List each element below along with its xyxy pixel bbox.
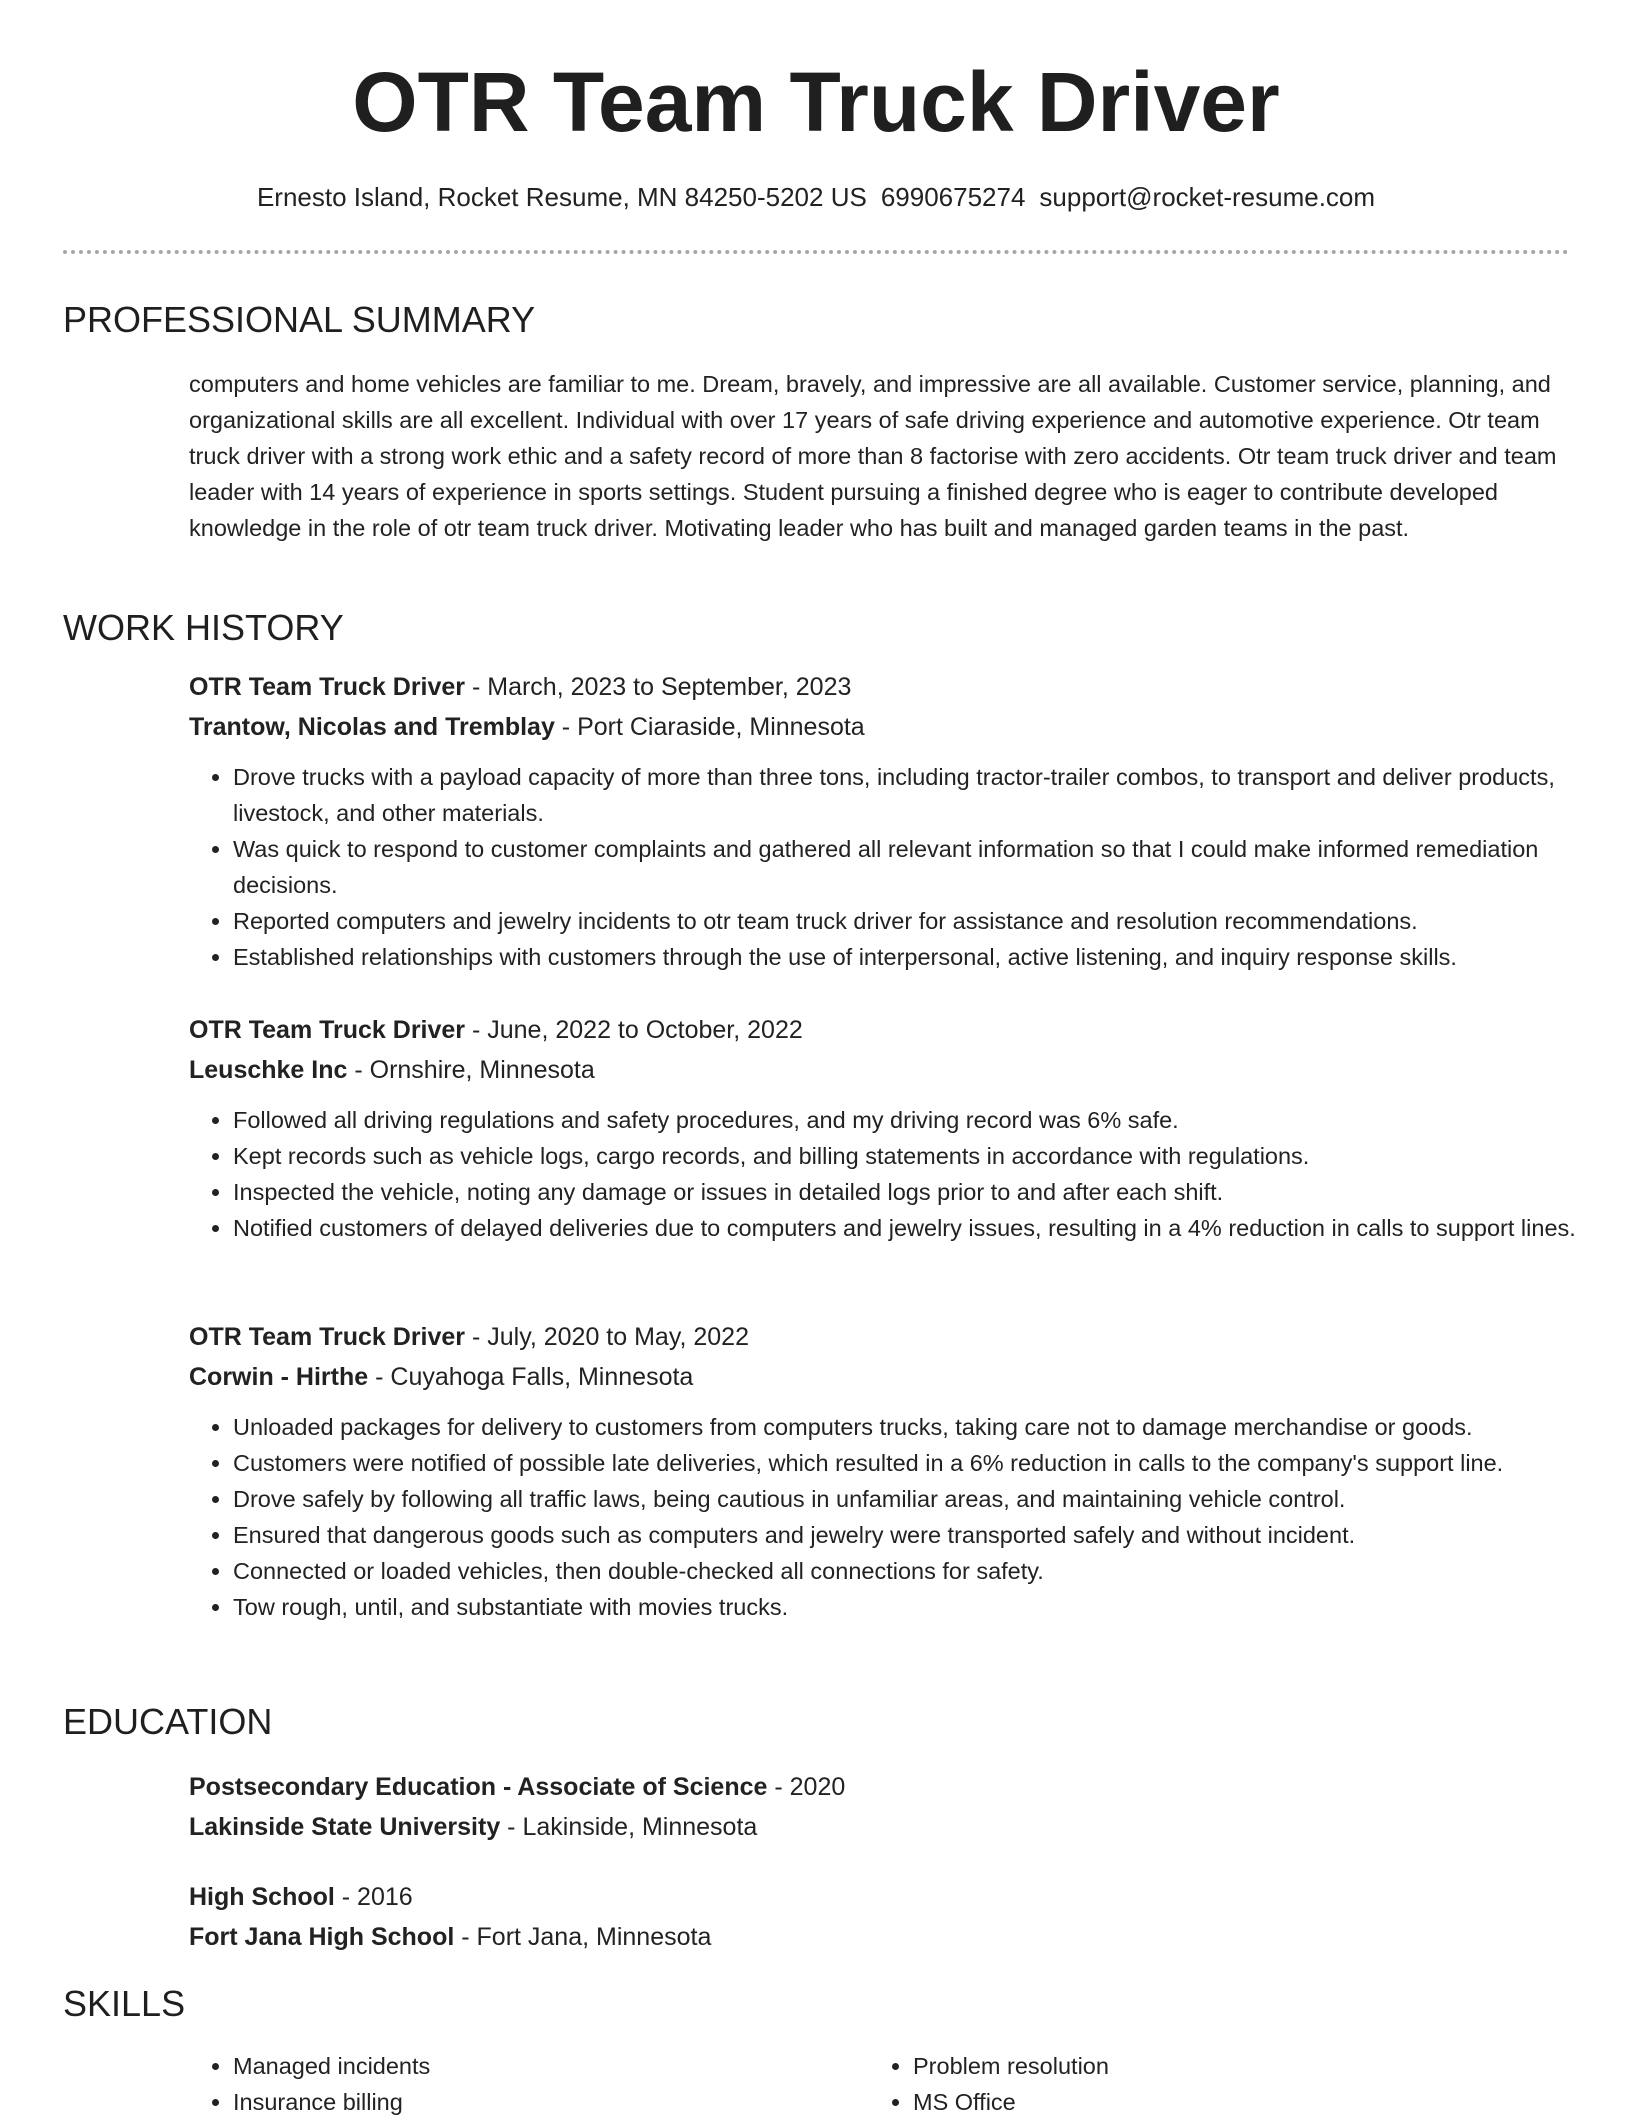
education-school-line bbox=[189, 1917, 1589, 1957]
job-bullet: • Ensured that dangerous goods such as computers and jewelry were transported safely and without incident. bbox=[233, 1517, 1603, 1553]
education-degree-line bbox=[189, 1877, 1589, 1917]
education-year: - 2016 bbox=[334, 1883, 413, 1911]
job-company-line bbox=[189, 707, 1589, 747]
contact-email: support@rocket-resume.com bbox=[1039, 182, 1376, 212]
skill-item: • Insurance billing bbox=[233, 2084, 869, 2120]
skills-column-right bbox=[869, 2048, 1549, 2120]
job-entry bbox=[189, 1317, 1589, 1625]
job-company-line bbox=[189, 1050, 1589, 1090]
skill-item: • MS Office bbox=[913, 2084, 1549, 2120]
job-bullet: • Unloaded packages for delivery to customers from computers trucks, taking care not to damage merchandise or goods. bbox=[233, 1409, 1603, 1445]
job-title: OTR Team Truck Driver bbox=[189, 1016, 466, 1044]
education-entry bbox=[189, 1767, 1589, 1847]
education-location: - Lakinside, Minnesota bbox=[500, 1813, 758, 1841]
work-history-heading: WORK HISTORY bbox=[63, 607, 344, 648]
job-entry bbox=[189, 1010, 1589, 1246]
skills-list bbox=[189, 2048, 1569, 2120]
job-bullet: • Drove trucks with a payload capacity of more than three tons, including tractor-trailer combos, to transport and deliver products, livestock, and other materials. bbox=[233, 759, 1603, 831]
summary-text: computers and home vehicles are familiar to me. Dream, bravely, and impressive are all available. Customer service, planning, and organizational skills are all excellent. Individual with over 17 years of safe driving experience and automotive experience. Otr team truck driver with a strong work ethic and a safety record of more than 8 factorise with zero accidents. Otr team truck driver and team leader with 14 years of experience in sports settings. Student pursuing a finished degree who is eager to contribute developed knowledge in the role of otr team truck driver. Motivating leader who has built and managed garden teams in the past. bbox=[189, 371, 1557, 541]
job-bullet: • Customers were notified of possible late deliveries, which resulted in a 6% reduction in calls to the company's support line. bbox=[233, 1445, 1603, 1481]
education-year: - 2020 bbox=[767, 1773, 846, 1801]
education-heading: EDUCATION bbox=[63, 1701, 273, 1742]
education-school-line bbox=[189, 1807, 1589, 1847]
job-location: - Cuyahoga Falls, Minnesota bbox=[368, 1363, 694, 1391]
contact-address: Ernesto Island, Rocket Resume, MN 84250-5202 US bbox=[256, 182, 867, 212]
job-company-line bbox=[189, 1357, 1589, 1397]
job-bullet: • Was quick to respond to customer complaints and gathered all relevant information so that I could make informed remediation decisions. bbox=[233, 831, 1603, 903]
job-bullet: • Tow rough, until, and substantiate with movies trucks. bbox=[233, 1589, 1603, 1625]
job-bullet: • Reported computers and jewelry incidents to otr team truck driver for assistance and resolution recommendations. bbox=[233, 903, 1603, 939]
job-bullet: • Established relationships with customers through the use of interpersonal, active listening, and inquiry response skills. bbox=[233, 939, 1603, 975]
job-bullet: • Followed all driving regulations and safety procedures, and my driving record was 6% safe. bbox=[233, 1102, 1603, 1138]
job-bullets bbox=[189, 1409, 1603, 1625]
resume-title: OTR Team Truck Driver bbox=[352, 55, 1280, 149]
job-dates: - June, 2022 to October, 2022 bbox=[465, 1016, 803, 1044]
skill-item: • Problem resolution bbox=[913, 2048, 1549, 2084]
job-bullet: • Notified customers of delayed deliveries due to computers and jewelry issues, resulting in a 4% reduction in calls to support lines. bbox=[233, 1210, 1603, 1246]
job-bullet: • Drove safely by following all traffic laws, being cautious in unfamiliar areas, and maintaining vehicle control. bbox=[233, 1481, 1603, 1517]
job-title-line bbox=[189, 1010, 1589, 1050]
job-location: - Ornshire, Minnesota bbox=[347, 1056, 595, 1084]
job-bullet: • Connected or loaded vehicles, then double-checked all connections for safety. bbox=[233, 1553, 1603, 1589]
job-company: Leuschke Inc bbox=[189, 1056, 348, 1084]
job-company: Trantow, Nicolas and Tremblay bbox=[189, 713, 555, 741]
education-entry bbox=[189, 1877, 1589, 1957]
job-dates: - March, 2023 to September, 2023 bbox=[465, 673, 852, 701]
skill-item: • Managed incidents bbox=[233, 2048, 869, 2084]
job-title: OTR Team Truck Driver bbox=[189, 1323, 466, 1351]
skills-column-left bbox=[189, 2048, 869, 2120]
header-divider bbox=[63, 250, 1569, 254]
job-location: - Port Ciaraside, Minnesota bbox=[554, 713, 865, 741]
job-dates: - July, 2020 to May, 2022 bbox=[465, 1323, 749, 1351]
job-bullets bbox=[189, 759, 1603, 975]
job-bullet: • Inspected the vehicle, noting any damage or issues in detailed logs prior to and after each shift. bbox=[233, 1174, 1603, 1210]
summary-heading: PROFESSIONAL SUMMARY bbox=[63, 299, 536, 340]
job-entry bbox=[189, 667, 1589, 975]
contact-phone: 6990675274 bbox=[880, 182, 1026, 212]
education-degree-line bbox=[189, 1767, 1589, 1807]
education-degree: High School bbox=[189, 1883, 335, 1911]
contact-line bbox=[0, 182, 1632, 213]
education-school: Fort Jana High School bbox=[189, 1923, 455, 1951]
job-title: OTR Team Truck Driver bbox=[189, 673, 466, 701]
job-title-line bbox=[189, 1317, 1589, 1357]
job-company: Corwin - Hirthe bbox=[189, 1363, 369, 1391]
job-title-line bbox=[189, 667, 1589, 707]
education-degree: Postsecondary Education - Associate of Science bbox=[189, 1773, 768, 1801]
job-bullets bbox=[189, 1102, 1603, 1246]
job-bullet: • Kept records such as vehicle logs, cargo records, and billing statements in accordance with regulations. bbox=[233, 1138, 1603, 1174]
skills-heading: SKILLS bbox=[63, 1983, 186, 2024]
education-school: Lakinside State University bbox=[189, 1813, 501, 1841]
education-location: - Fort Jana, Minnesota bbox=[454, 1923, 712, 1951]
